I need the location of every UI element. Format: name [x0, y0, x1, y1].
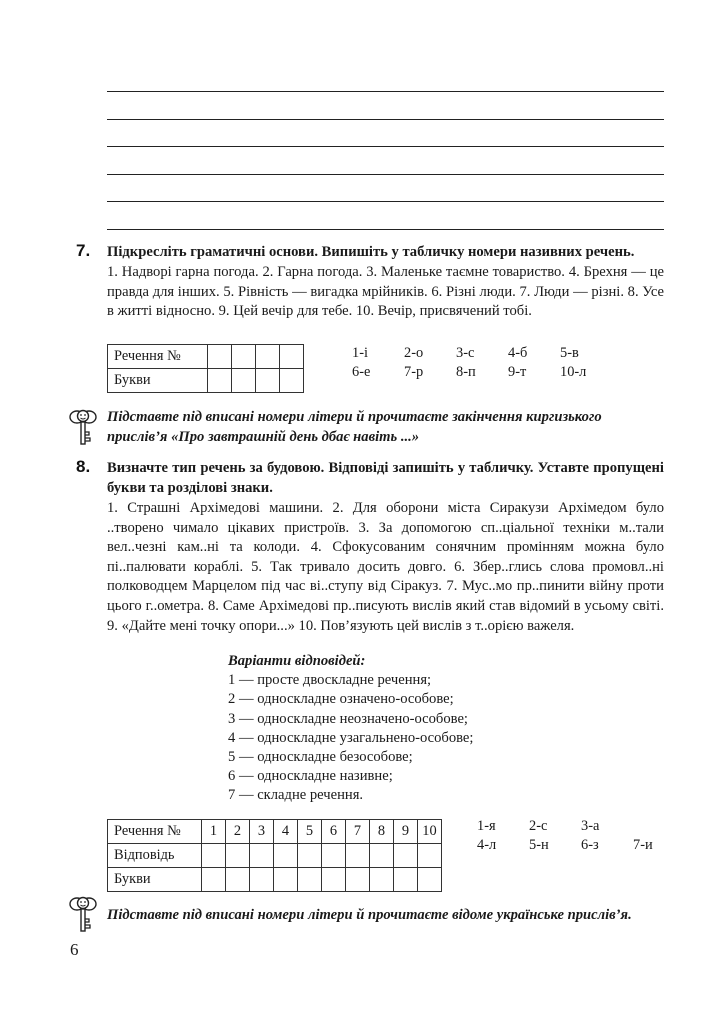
- code-item: 3-а: [581, 818, 600, 834]
- table-number: 2: [226, 820, 250, 844]
- exercise-7-text: 1. Надворі гарна погода. 2. Гарна погода. 3. Маленьке таємне товариство. 4. Брехня — це правда для інших. 5. Рівність — вигадка мрійників. 6. Різні люди. 7. Люди — різні. 8. Усе в житті відносно. 9. Цей вечір для тебе. 10. Вечір, присвячений тобі.: [107, 264, 664, 320]
- answer-line: [107, 146, 664, 174]
- answer-cell[interactable]: [370, 868, 394, 892]
- code-item: 9-т: [508, 364, 527, 380]
- table-number: 9: [394, 820, 418, 844]
- table-number: 4: [274, 820, 298, 844]
- code-item: [633, 817, 673, 836]
- answer-options: [228, 652, 473, 806]
- code-item: 10-л: [560, 364, 587, 380]
- code-item: 8-п: [456, 364, 476, 380]
- answer-line: [107, 91, 664, 119]
- exercise-8-codes: [477, 817, 673, 855]
- exercise-8-table: [107, 819, 442, 892]
- key-icon: [68, 895, 98, 933]
- answer-cell[interactable]: [370, 844, 394, 868]
- code-item: 3-с: [456, 345, 475, 361]
- answer-cell[interactable]: [322, 844, 346, 868]
- answer-cell[interactable]: [298, 868, 322, 892]
- answer-cell[interactable]: [322, 868, 346, 892]
- page-number: 6: [70, 940, 79, 959]
- answer-cell[interactable]: [418, 844, 442, 868]
- answer-cell[interactable]: [256, 369, 280, 393]
- table-label-letters: Букви: [108, 369, 208, 393]
- exercise-8-instruction: Визначте тип речень за будовою. Відповіді запишіть у табличку. Уставте пропущені букви та розділові знаки.: [107, 460, 664, 496]
- answer-cell[interactable]: [418, 868, 442, 892]
- options-title: Варіанти відповідей:: [228, 653, 366, 669]
- exercise-7-instruction: Підкресліть граматичні основи. Випишіть у табличку номери називних речень.: [107, 244, 635, 260]
- codes-row: [477, 836, 673, 855]
- answer-cell[interactable]: [208, 369, 232, 393]
- option-item: 1 — просте двоскладне речення;: [228, 672, 432, 689]
- table-number: 10: [418, 820, 442, 844]
- table-label-sentence: Речення №: [108, 820, 202, 844]
- answer-cell[interactable]: [394, 844, 418, 868]
- code-item: 5-н: [529, 837, 549, 853]
- exercise-8-hint: Підставте під вписані номери літери й прочитаєте відоме українське прислів’я.: [107, 907, 632, 923]
- exercise-7-table: [107, 344, 304, 393]
- code-item: 1-і: [352, 345, 368, 361]
- code-item: 6-з: [581, 837, 599, 853]
- codes-row: [477, 817, 673, 836]
- table-number: 8: [370, 820, 394, 844]
- answer-cell[interactable]: [202, 844, 226, 868]
- answer-cell[interactable]: [256, 345, 280, 369]
- code-item: 2-с: [529, 818, 548, 834]
- table-number: 1: [202, 820, 226, 844]
- option-item: 4 — односкладне узагальнено-особове;: [228, 729, 474, 746]
- exercise-7-codes: [352, 344, 612, 382]
- option-item: 2 — односкладне означено-особове;: [228, 691, 454, 708]
- option-item: 6 — односкладне називне;: [228, 768, 393, 785]
- answer-line: [107, 119, 664, 147]
- codes-row: [352, 363, 612, 382]
- code-item: 6-е: [352, 364, 371, 380]
- answer-cell[interactable]: [274, 844, 298, 868]
- table-number: 6: [322, 820, 346, 844]
- code-item: 5-в: [560, 345, 579, 361]
- answer-cell[interactable]: [346, 868, 370, 892]
- answer-cell[interactable]: [346, 844, 370, 868]
- answer-cell[interactable]: [280, 369, 304, 393]
- option-item: 3 — односкладне неозначено-особове;: [228, 710, 468, 727]
- answer-cell[interactable]: [202, 868, 226, 892]
- code-item: 4-б: [508, 345, 528, 361]
- code-item: 4-л: [477, 837, 497, 853]
- option-item: 5 — односкладне безособове;: [228, 749, 413, 766]
- table-number: 5: [298, 820, 322, 844]
- exercise-7-hint: Підставте під вписані номери літери й прочитаєте закінчення киргизького прислів’я «Про завтрашній день дбає навіть ...»: [107, 409, 602, 445]
- answer-cell[interactable]: [208, 345, 232, 369]
- answer-cell[interactable]: [298, 844, 322, 868]
- code-item: 1-я: [477, 818, 496, 834]
- answer-cell[interactable]: [226, 844, 250, 868]
- option-item: 7 — складне речення.: [228, 787, 364, 804]
- exercise-8-text: 1. Страшні Архімедові машини. 2. Для оборони міста Сиракузи Архімедом було ..творено чимало цікавих пристроїв. 3. За допомогою сп..ціальної техніки м..тали вел..чезні кам..ні та колоди. 4. Сфокусованим сонячним промінням можна було пі..палювати кораблі. 5. Так тривало досить довго. 6. Збер..глись слова промовл..ні полководцем Марцелом під час ві..ступу від Сіракуз. 7. Мус..мо пр..пинити війну проти цього г..ометра. 8. Саме Архімедові пр..писують вислів який став відомий в усьому світі. 9. «Дайте мені точку опори...» 10. Пов’язують цей вислів з т..орією важеля.: [107, 500, 664, 634]
- code-item: 7-р: [404, 364, 424, 380]
- answer-lines: [107, 91, 664, 256]
- answer-cell[interactable]: [280, 345, 304, 369]
- answer-cell[interactable]: [226, 868, 250, 892]
- answer-cell[interactable]: [250, 868, 274, 892]
- code-item: 2-о: [404, 345, 424, 361]
- answer-cell[interactable]: [232, 369, 256, 393]
- answer-cell[interactable]: [250, 844, 274, 868]
- answer-line: [107, 174, 664, 202]
- exercise-7-number: 7.: [76, 241, 91, 260]
- answer-cell[interactable]: [274, 868, 298, 892]
- answer-line: [107, 201, 664, 229]
- table-label-sentence: Речення №: [108, 345, 208, 369]
- codes-row: [352, 344, 612, 363]
- table-label-letters: Букви: [108, 868, 202, 892]
- table-label-answer: Відповідь: [108, 844, 202, 868]
- code-item: 7-и: [633, 837, 653, 853]
- answer-cell[interactable]: [232, 345, 256, 369]
- key-icon: [68, 408, 98, 446]
- table-number: 7: [346, 820, 370, 844]
- exercise-8-number: 8.: [76, 457, 91, 476]
- table-number: 3: [250, 820, 274, 844]
- answer-cell[interactable]: [394, 868, 418, 892]
